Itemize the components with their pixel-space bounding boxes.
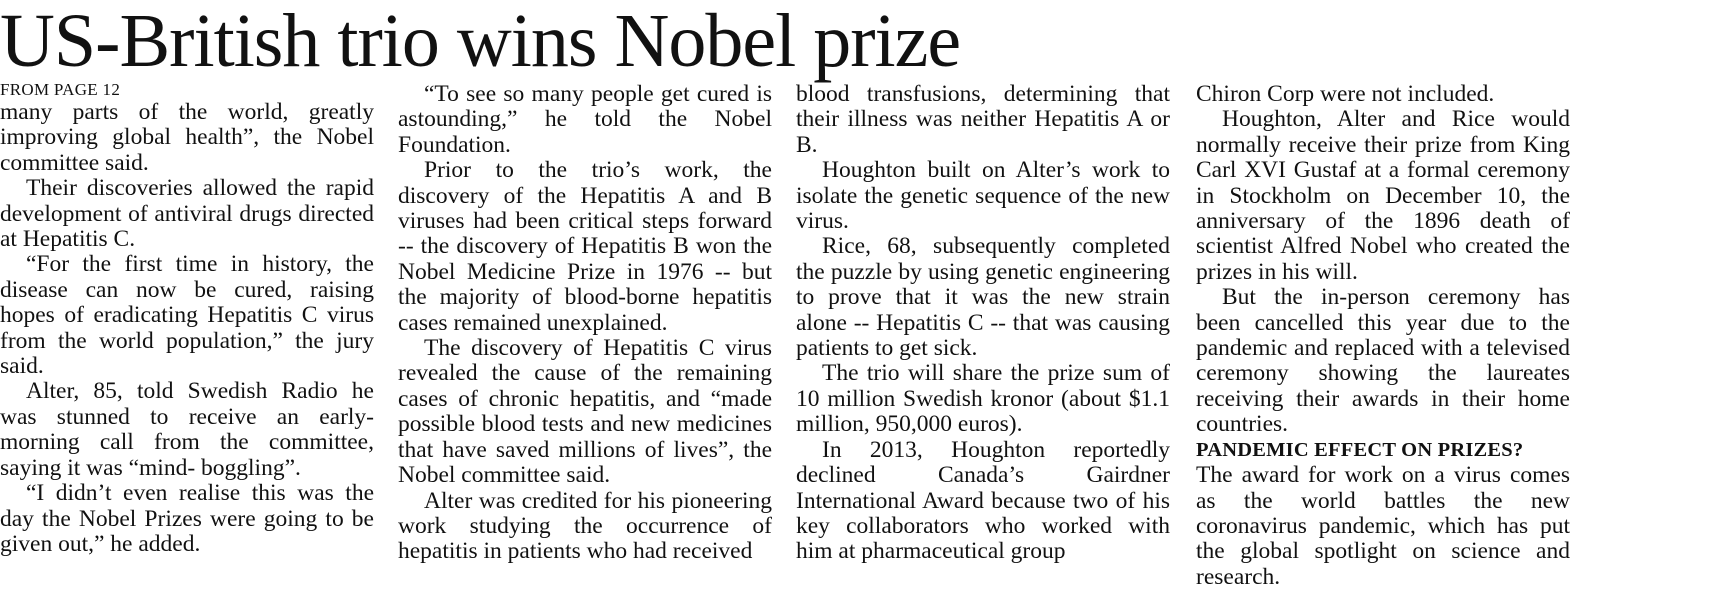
paragraph: Chiron Corp were not included.: [1196, 82, 1495, 107]
paragraph: many parts of the world, greatly improving global health”, the Nobel committee said.: [0, 99, 374, 176]
paragraph: Their discoveries allowed the rapid development of antiviral drugs directed at Hepatitis C.: [0, 175, 374, 253]
paragraph: blood transfusions, determining that their illness was neither Hepatitis A or B.: [796, 82, 1170, 158]
paragraph: But the in-person ceremony has been cancelled this year due to the pandemic and replaced with a televised ceremony showing the laureates receiving their awards in their home countries.: [1196, 284, 1570, 438]
paragraph: Alter was credited for his pioneering work studying the occurrence of hepatitis in patients who had received: [398, 487, 772, 565]
paragraph: “To see so many people get cured is astounding,” he told the Nobel Foundation.: [398, 82, 772, 158]
paragraph: “For the first time in history, the disease can now be cured, raising hopes of eradicating Hepatitis C virus from the world population,” the jury said.: [0, 251, 374, 380]
continued-from-label: FROM PAGE 12: [0, 82, 121, 99]
section-subhead: PANDEMIC EFFECT ON PRIZES?: [1196, 438, 1524, 461]
article-column-2: [398, 82, 772, 615]
headline: US-British trio wins Nobel prize: [0, 0, 961, 83]
paragraph: Rice, 68, subsequently completed the puzzle by using genetic engineering to prove that it was the new strain alone -- Hepatitis C -- that was causing patients to get sick.: [796, 233, 1170, 362]
article-column-4: [1196, 82, 1570, 615]
paragraph: Alter, 85, told Swedish Radio he was stunned to receive an early-morning call from the committee, saying it was “mind- boggling”.: [0, 378, 374, 481]
paragraph: Houghton built on Alter’s work to isolate the genetic sequence of the new virus.: [796, 157, 1170, 235]
paragraph: In 2013, Houghton reportedly declined Canada’s Gairdner International Award because two of his key collaborators who worked with him at pharmaceutical group: [796, 436, 1170, 565]
article-column-3: [796, 82, 1170, 615]
paragraph: The discovery of Hepatitis C virus revealed the cause of the remaining cases of chronic hepatitis, and “made possible blood tests and new medicines that have saved millions of lives”, the Nobel committee said.: [398, 335, 772, 489]
paragraph: Houghton, Alter and Rice would normally receive their prize from King Carl XVI Gustaf at a formal ceremony in Stockholm on December 10, the anniversary of the 1896 death of scientist Alfred Nobel who created the prizes in his will.: [1196, 106, 1570, 285]
paragraph: Prior to the trio’s work, the discovery of the Hepatitis A and B viruses had been critical steps forward -- the discovery of Hepatitis B won the Nobel Medicine Prize in 1976 -- but the majority of blood-borne hepatitis cases remained unexplained.: [398, 157, 772, 336]
article-column-1: [0, 82, 374, 615]
paragraph: The trio will share the prize sum of 10 million Swedish kronor (about $1.1 million, 950,000 euros).: [796, 360, 1170, 438]
paragraph: “I didn’t even realise this was the day the Nobel Prizes were going to be given out,” he added.: [0, 480, 374, 557]
paragraph: The award for work on a virus comes as the world battles the new coronavirus pandemic, which has put the global spotlight on science and research.: [1196, 462, 1570, 590]
